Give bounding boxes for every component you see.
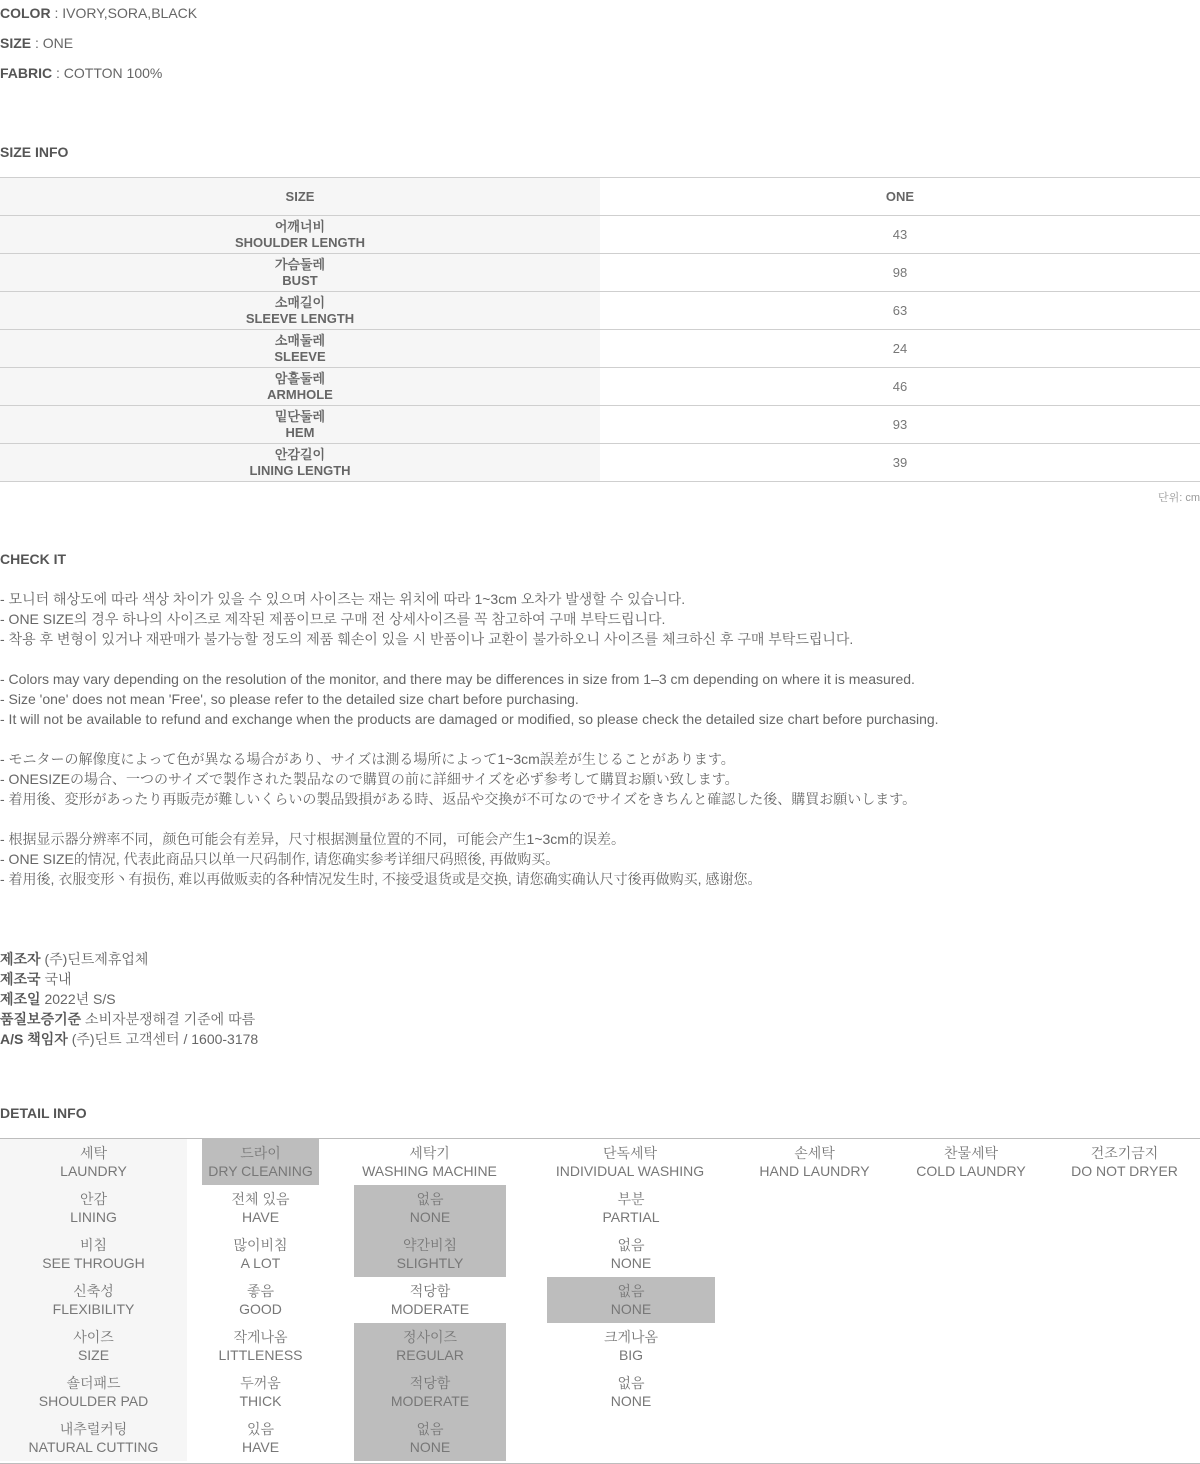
- detail-option-en: REGULAR: [396, 1347, 464, 1363]
- detail-option: [354, 1231, 506, 1277]
- size-row-label: [0, 368, 600, 406]
- size-table-row: [0, 330, 1200, 368]
- detail-option: [354, 1277, 506, 1323]
- detail-option-ko: 작게나옴: [233, 1329, 288, 1345]
- manufacturer-label: 제조자: [0, 951, 41, 967]
- detail-option-en: HAND LAUNDRY: [759, 1163, 870, 1179]
- size-header-label: SIZE: [0, 178, 600, 216]
- detail-row: [0, 1323, 1200, 1369]
- detail-option-en: HAVE: [241, 1439, 280, 1455]
- spec-fabric-value: : COTTON 100%: [52, 65, 163, 81]
- detail-option-ko: 단독세탁: [602, 1145, 658, 1161]
- detail-option: [187, 1185, 334, 1231]
- detail-option-en: NONE: [610, 1255, 652, 1271]
- manufacturer-value: 국내: [40, 971, 72, 987]
- detail-row: [0, 1369, 1200, 1415]
- size-info-title: SIZE INFO: [0, 144, 69, 160]
- detail-option-ko: 크게나옴: [603, 1329, 659, 1345]
- size-row-label: [0, 406, 600, 444]
- manufacturer-line: [0, 969, 72, 989]
- detail-option-en: HAVE: [241, 1209, 280, 1225]
- size-row-label-ko: 밑단둘레: [274, 408, 326, 424]
- detail-option-ko: 부분: [617, 1191, 645, 1207]
- size-table-header-row: [0, 178, 1200, 216]
- size-row-label-en: BUST: [282, 272, 318, 288]
- detail-option-ko: 건조기금지: [1090, 1145, 1159, 1161]
- detail-option: [202, 1139, 319, 1185]
- detail-option-ko: 적당함: [409, 1375, 451, 1391]
- detail-option: [545, 1139, 715, 1185]
- spec-size-label: SIZE: [0, 35, 32, 51]
- detail-option-ko: 없음: [416, 1421, 444, 1437]
- manufacturer-value: (주)딘트제휴업체: [40, 951, 149, 967]
- detail-option-ko: 손세탁: [794, 1145, 835, 1161]
- size-row-label-en: LINING LENGTH: [249, 462, 351, 478]
- size-row-label-en: SLEEVE LENGTH: [245, 310, 355, 326]
- manufacturer-value: 소비자분쟁해결 기준에 따름: [81, 1011, 256, 1027]
- detail-row-label-ko: 신축성: [73, 1283, 114, 1299]
- size-row-value: 63: [600, 292, 1200, 330]
- detail-option-ko: 있음: [246, 1421, 275, 1437]
- check-it-chinese-line: - ONE SIZE的情况, 代表此商品只以单一尺码制作, 请您确实参考详细尺码照後, 再做购买。: [0, 851, 560, 867]
- detail-option: [738, 1139, 891, 1185]
- manufacturer-line: [0, 949, 148, 969]
- detail-option-ko: 좋음: [246, 1283, 275, 1299]
- detail-option-en: NONE: [610, 1393, 652, 1409]
- check-it-japanese-line: - モニターの解像度によって色が異なる場合があり、サイズは測る場所によって1~3cm誤差が生じることがあります。: [0, 751, 735, 767]
- manufacturer-line: [0, 1029, 258, 1049]
- detail-row-label-en: LAUNDRY: [60, 1163, 127, 1179]
- size-row-label: [0, 292, 600, 330]
- check-it-chinese-line: - 着用後, 衣服变形丶有损伤, 难以再做贩卖的各种情况发生时, 不接受退货或是交换, 请您确实确认尺寸後再做购买, 感谢您。: [0, 871, 762, 887]
- check-it-korean-line: - 모니터 해상도에 따라 색상 차이가 있을 수 있으며 사이즈는 재는 위치에 따라 1~3cm 오차가 발생할 수 있습니다.: [0, 591, 686, 607]
- detail-row: [0, 1277, 1200, 1323]
- size-row-label-ko: 소매둘레: [274, 332, 326, 348]
- detail-option: [187, 1231, 334, 1277]
- detail-option-en: MODERATE: [390, 1301, 470, 1317]
- detail-option-en: COLD LAUNDRY: [916, 1163, 1026, 1179]
- detail-option-ko: 없음: [416, 1191, 444, 1207]
- size-table-row: [0, 406, 1200, 444]
- detail-option-en: NONE: [409, 1209, 451, 1225]
- size-row-value: 39: [600, 444, 1200, 482]
- size-row-label-en: HEM: [285, 424, 315, 440]
- detail-option-ko: 찬물세탁: [943, 1145, 999, 1161]
- detail-row: [0, 1185, 1200, 1231]
- detail-option-en: LITTLENESS: [218, 1347, 303, 1363]
- detail-option: [354, 1185, 506, 1231]
- detail-option: [547, 1277, 715, 1323]
- detail-row-label-ko: 사이즈: [73, 1329, 114, 1345]
- size-row-value: 43: [600, 216, 1200, 254]
- detail-row-label-ko: 비침: [79, 1237, 108, 1253]
- check-it-title: CHECK IT: [0, 551, 67, 567]
- detail-option-en: SLIGHTLY: [396, 1255, 464, 1271]
- manufacturer-line: [0, 1009, 255, 1029]
- size-row-label: [0, 330, 600, 368]
- detail-row-label: [0, 1277, 187, 1323]
- detail-row-label-en: SEE THROUGH: [42, 1255, 145, 1271]
- size-row-label-ko: 암홀둘레: [274, 370, 326, 386]
- detail-option: [891, 1139, 1051, 1185]
- detail-option-en: INDIVIDUAL WASHING: [555, 1163, 705, 1179]
- detail-option-en: NONE: [409, 1439, 451, 1455]
- size-table-row: [0, 444, 1200, 482]
- detail-option-en: GOOD: [239, 1301, 282, 1317]
- size-table-row: [0, 254, 1200, 292]
- size-table-row: [0, 216, 1200, 254]
- size-row-label-ko: 어깨너비: [274, 218, 326, 234]
- detail-option-en: DRY CLEANING: [208, 1163, 313, 1179]
- detail-option: [354, 1323, 506, 1369]
- size-row-label-ko: 가슴둘레: [274, 256, 326, 272]
- size-header-value: ONE: [600, 178, 1200, 216]
- detail-option-ko: 드라이: [240, 1145, 281, 1161]
- detail-option-en: WASHING MACHINE: [362, 1163, 497, 1179]
- detail-row-laundry: [0, 1139, 1200, 1185]
- detail-option-ko: 많이비침: [233, 1237, 288, 1253]
- manufacturer-label: 제조일: [0, 991, 41, 1007]
- detail-option: [547, 1231, 715, 1277]
- detail-row-label: [0, 1231, 187, 1277]
- size-row-label-en: ARMHOLE: [267, 386, 333, 402]
- detail-option-ko: 없음: [617, 1237, 645, 1253]
- manufacturer-value: (주)딘트 고객센터 / 1600-3178: [67, 1031, 259, 1047]
- detail-option-en: DO NOT DRYER: [1071, 1163, 1178, 1179]
- detail-row: [0, 1231, 1200, 1277]
- detail-option-ko: 정사이즈: [402, 1329, 458, 1345]
- detail-row-label-ko: 내추럴커팅: [59, 1421, 128, 1437]
- manufacturer-value: 2022년 S/S: [40, 991, 116, 1007]
- spec-color-label: COLOR: [0, 5, 51, 21]
- size-row-value: 46: [600, 368, 1200, 406]
- detail-option-ko: 전체 있음: [231, 1191, 290, 1207]
- spec-fabric: [0, 63, 162, 83]
- detail-row-label: [0, 1323, 187, 1369]
- size-row-label: [0, 254, 600, 292]
- detail-row-label-en: SHOULDER PAD: [38, 1393, 149, 1409]
- check-it-english-line: - Colors may vary depending on the resolution of the monitor, and there may be differences in size from 1–3 cm depending on where it is measured.: [0, 671, 915, 687]
- detail-option-ko: 두꺼움: [240, 1375, 281, 1391]
- spec-size-value: : ONE: [31, 35, 74, 51]
- unit-note: 단위: cm: [1157, 492, 1200, 504]
- check-it-korean-line: - ONE SIZE의 경우 하나의 사이즈로 제작된 제품이므로 구매 전 상세사이즈를 꼭 참고하여 구매 부탁드립니다.: [0, 611, 666, 627]
- check-it-japanese-line: - ONESIZEの場合、一つのサイズで製作された製品なので購買の前に詳細サイズを必ず参考して購買お願い致します。: [0, 771, 739, 787]
- size-row-label: [0, 444, 600, 482]
- detail-row: [0, 1415, 1200, 1461]
- detail-row-label-en: SIZE: [77, 1347, 110, 1363]
- detail-row-label: [0, 1139, 187, 1185]
- manufacturer-line: [0, 989, 116, 1009]
- detail-option-ko: 적당함: [409, 1283, 451, 1299]
- check-it-english-line: - It will not be available to refund and exchange when the products are damaged or modified, so please check the detailed size chart before purchasing.: [0, 711, 939, 727]
- detail-option-ko: 약간비침: [402, 1237, 458, 1253]
- detail-option: [547, 1369, 715, 1415]
- spec-color-value: : IVORY,SORA,BLACK: [50, 5, 198, 21]
- detail-row-label: [0, 1369, 187, 1415]
- size-row-label-ko: 소매길이: [274, 294, 326, 310]
- detail-option: [187, 1277, 334, 1323]
- detail-option: [187, 1369, 334, 1415]
- size-table-row: [0, 368, 1200, 406]
- detail-option: [547, 1185, 715, 1231]
- size-row-label-en: SHOULDER LENGTH: [235, 234, 365, 250]
- detail-info-table: [0, 1138, 1200, 1464]
- detail-option: [353, 1139, 506, 1185]
- size-row-label-ko: 안감길이: [274, 446, 326, 462]
- detail-option: [187, 1323, 334, 1369]
- detail-option-ko: 없음: [617, 1283, 645, 1299]
- size-row-label-en: SLEEVE: [274, 348, 326, 364]
- detail-option-ko: 세탁기: [409, 1145, 450, 1161]
- spec-fabric-label: FABRIC: [0, 65, 53, 81]
- detail-row-label-ko: 세탁: [79, 1145, 108, 1161]
- manufacturer-label: 제조국: [0, 971, 41, 987]
- manufacturer-label: A/S 책임자: [0, 1031, 68, 1047]
- detail-option-en: PARTIAL: [602, 1209, 660, 1225]
- detail-row-label-en: NATURAL CUTTING: [28, 1439, 159, 1455]
- detail-option: [187, 1415, 334, 1461]
- detail-info-title: DETAIL INFO: [0, 1105, 87, 1121]
- detail-row-label-en: LINING: [70, 1209, 117, 1225]
- detail-row-label-ko: 숄더패드: [66, 1375, 121, 1391]
- manufacturer-label: 품질보증기준: [0, 1011, 82, 1027]
- detail-option-en: THICK: [239, 1393, 282, 1409]
- size-row-value: 93: [600, 406, 1200, 444]
- size-row-value: 24: [600, 330, 1200, 368]
- check-it-korean-line: - 착용 후 변형이 있거나 재판매가 불가능할 정도의 제품 훼손이 있을 시 반품이나 교환이 불가하오니 사이즈를 체크하신 후 구매 부탁드립니다.: [0, 631, 854, 647]
- detail-option: [1049, 1139, 1200, 1185]
- detail-option-ko: 없음: [617, 1375, 645, 1391]
- check-it-japanese-line: - 着用後、変形があったり再販売が難しいくらいの製品毀損がある時、返品や交換が不可なのでサイズをきちんと確認した後、購買お願いします。: [0, 791, 917, 807]
- size-table: [0, 177, 1200, 482]
- size-row-label: [0, 216, 600, 254]
- detail-option-en: NONE: [610, 1301, 652, 1317]
- detail-row-label: [0, 1185, 187, 1231]
- detail-option-en: BIG: [618, 1347, 644, 1363]
- detail-option: [354, 1415, 506, 1461]
- spec-size: [0, 33, 73, 53]
- detail-option: [547, 1323, 715, 1369]
- spec-color: [0, 3, 197, 23]
- detail-option-en: A LOT: [240, 1255, 281, 1271]
- detail-option: [354, 1369, 506, 1415]
- detail-row-label: [0, 1415, 187, 1461]
- check-it-chinese-line: - 根据显示器分辨率不同，颜色可能会有差异，尺寸根据测量位置的不同，可能会产生1~3cm的误差。: [0, 831, 625, 847]
- detail-row-label-en: FLEXIBILITY: [52, 1301, 135, 1317]
- detail-option-en: MODERATE: [390, 1393, 470, 1409]
- check-it-english-line: - Size 'one' does not mean 'Free', so please refer to the detailed size chart before purchasing.: [0, 691, 579, 707]
- size-table-row: [0, 292, 1200, 330]
- size-row-value: 98: [600, 254, 1200, 292]
- detail-row-label-ko: 안감: [79, 1191, 108, 1207]
